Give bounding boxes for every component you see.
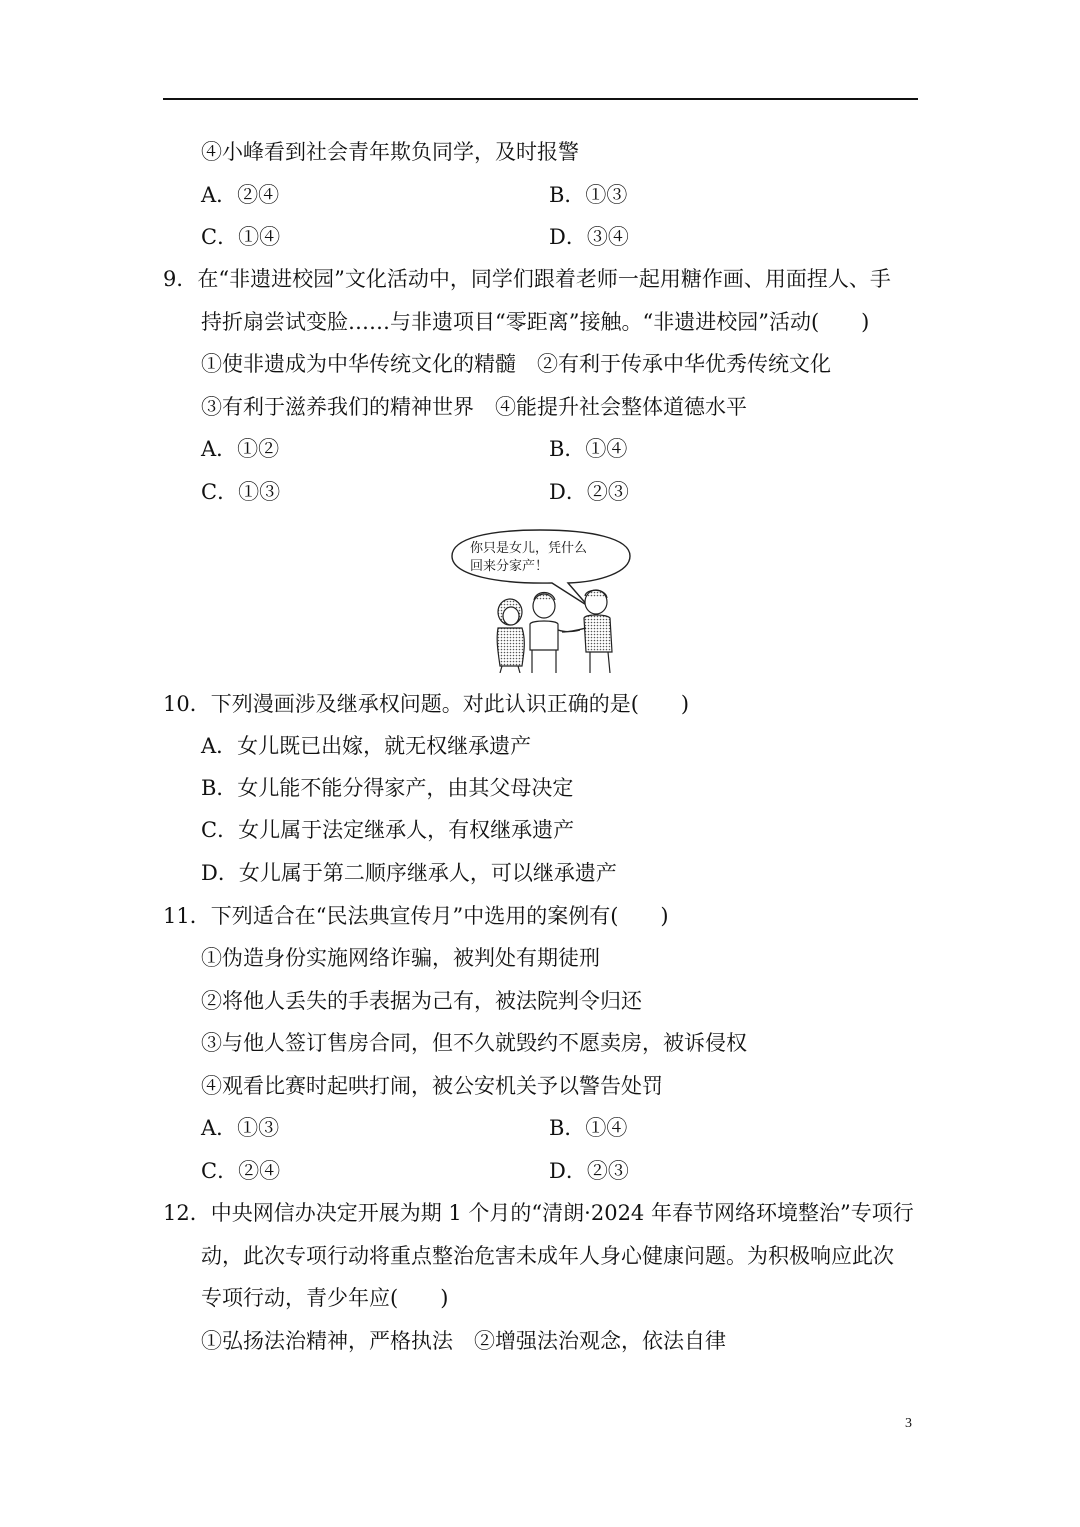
q8-option-c: C．①④ bbox=[201, 225, 281, 249]
q11-option-c: C．②④ bbox=[201, 1159, 281, 1183]
q8-option-a: A．②④ bbox=[201, 183, 280, 207]
q11-option-d: D．②③ bbox=[549, 1159, 629, 1183]
q9-option-c: C．①③ bbox=[201, 480, 281, 504]
middle-man-figure bbox=[530, 593, 580, 674]
q11-item-1: ①伪造身份实施网络诈骗，被判处有期徒刑 bbox=[201, 946, 600, 970]
right-man-figure bbox=[562, 590, 612, 673]
q11-stem: 11．下列适合在“民法典宣传月”中选用的案例有( ) bbox=[163, 904, 669, 928]
woman-figure bbox=[497, 599, 524, 673]
q9-stem-line-1: 9．在“非遗进校园”文化活动中，同学们跟着老师一起用糖作画、用面捏人、手 bbox=[163, 267, 891, 291]
q11-item-2: ②将他人丢失的手表据为己有，被法院判令归还 bbox=[201, 989, 642, 1013]
q10-option-c: C．女儿属于法定继承人，有权继承遗产 bbox=[201, 818, 575, 842]
q10-option-d: D．女儿属于第二顺序继承人，可以继承遗产 bbox=[201, 861, 617, 885]
speech-line-2: 回来分家产！ bbox=[470, 559, 549, 574]
q11-option-a: A．①③ bbox=[201, 1116, 280, 1140]
q12-items-line-1: ①弘扬法治精神，严格执法 ②增强法治观念，依法自律 bbox=[201, 1329, 726, 1353]
q12-stem-line-3: 专项行动，青少年应( ) bbox=[201, 1286, 449, 1310]
q9-option-b: B．①④ bbox=[549, 437, 628, 461]
q11-option-b: B．①④ bbox=[549, 1116, 628, 1140]
q11-item-3: ③与他人签订售房合同，但不久就毁约不愿卖房，被诉侵权 bbox=[201, 1031, 747, 1055]
q8-item-4: ④小峰看到社会青年欺负同学，及时报警 bbox=[201, 140, 579, 164]
page-number: 3 bbox=[905, 1416, 912, 1431]
inheritance-cartoon bbox=[440, 528, 640, 673]
q9-option-d: D．②③ bbox=[549, 480, 629, 504]
q10-option-a: A．女儿既已出嫁，就无权继承遗产 bbox=[201, 734, 532, 758]
q10-stem: 10．下列漫画涉及继承权问题。对此认识正确的是( ) bbox=[163, 692, 690, 716]
speech-line-1: 你只是女儿，凭什么 bbox=[470, 541, 588, 556]
q9-option-a: A．①② bbox=[201, 437, 280, 461]
q12-stem-line-2: 动，此次专项行动将重点整治危害未成年人身心健康问题。为积极响应此次 bbox=[201, 1244, 894, 1268]
q8-option-b: B．①③ bbox=[549, 183, 628, 207]
q9-items-line-1: ①使非遗成为中华传统文化的精髓 ②有利于传承中华优秀传统文化 bbox=[201, 352, 831, 376]
q11-item-4: ④观看比赛时起哄打闹，被公安机关予以警告处罚 bbox=[201, 1074, 663, 1098]
header-rule bbox=[163, 98, 918, 100]
q12-stem-line-1: 12．中央网信办决定开展为期 1 个月的“清朗·2024 年春节网络环境整治”专项行 bbox=[163, 1201, 914, 1225]
q9-stem-line-2: 持折扇尝试变脸……与非遗项目“零距离”接触。“非遗进校园”活动( ) bbox=[201, 310, 870, 334]
q9-items-line-2: ③有利于滋养我们的精神世界 ④能提升社会整体道德水平 bbox=[201, 395, 747, 419]
q10-option-b: B．女儿能不能分得家产，由其父母决定 bbox=[201, 776, 574, 800]
q8-option-d: D．③④ bbox=[549, 225, 629, 249]
